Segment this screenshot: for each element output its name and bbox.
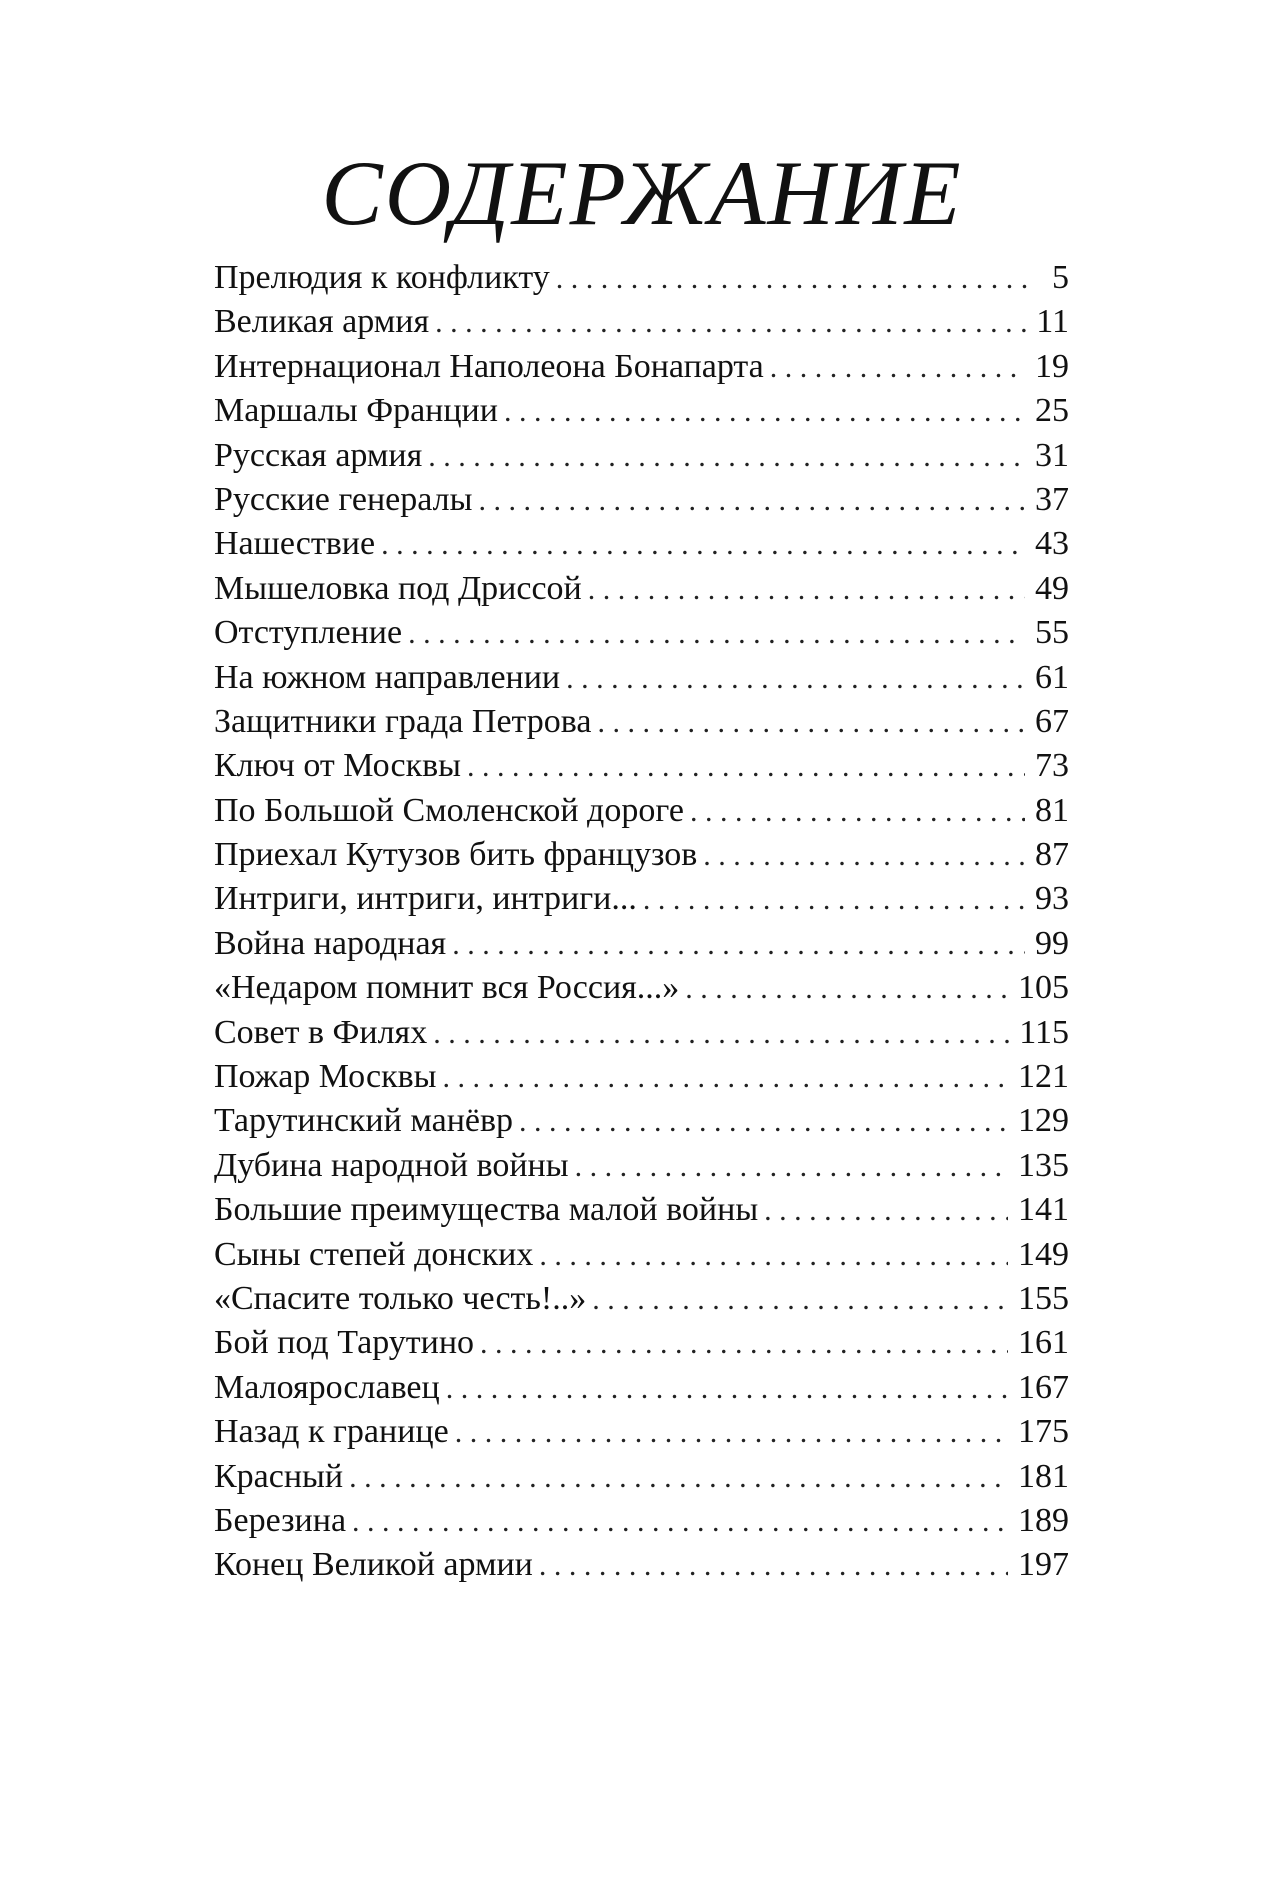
dot-leader: [478, 479, 1025, 523]
toc-entry-title: Нашествие: [214, 525, 376, 563]
toc-entry: [214, 833, 1069, 877]
toc-entry-page-number: 161: [1018, 1324, 1069, 1362]
toc-entry-page-number: 197: [1018, 1546, 1069, 1584]
toc-entry: [214, 1011, 1069, 1055]
toc-entry-title: Прелюдия к конфликту: [214, 259, 550, 296]
toc-entry: [214, 1455, 1069, 1499]
toc-entry: [214, 656, 1069, 700]
dot-leader: [539, 1234, 1008, 1278]
toc-entry: [214, 1543, 1069, 1587]
toc-entry: [214, 789, 1069, 833]
dot-leader: [556, 257, 1029, 301]
toc-entry-page-number: 5: [1052, 259, 1069, 296]
dot-leader: [519, 1100, 1008, 1144]
dot-leader: [433, 1012, 1009, 1056]
toc-entry-title: Конец Великой армии: [214, 1546, 533, 1584]
toc-entry-title: «Недаром помнит вся Россия...»: [214, 969, 680, 1007]
toc-entry-title: На южном направлении: [214, 658, 561, 696]
dot-leader: [452, 923, 1025, 967]
dot-leader: [408, 612, 1025, 656]
toc-entry: [214, 1277, 1069, 1321]
toc-entry-page-number: 181: [1018, 1457, 1069, 1495]
toc-entry-page-number: 129: [1018, 1102, 1069, 1140]
toc-entry-page-number: 81: [1035, 791, 1069, 829]
toc-entry-page-number: 31: [1035, 436, 1069, 474]
toc-entry: [214, 256, 1069, 300]
dot-leader: [539, 1544, 1008, 1588]
toc-entry: [214, 567, 1069, 611]
dot-leader: [575, 1145, 1008, 1189]
dot-leader: [467, 745, 1025, 789]
table-of-contents: [214, 256, 1069, 1588]
toc-entry: [214, 1366, 1069, 1410]
toc-entry: [214, 744, 1069, 788]
toc-entry-page-number: 115: [1019, 1013, 1069, 1051]
toc-entry-page-number: 43: [1035, 525, 1069, 563]
toc-entry-page-number: 135: [1018, 1146, 1069, 1184]
toc-entry-page-number: 49: [1035, 569, 1069, 607]
toc-entry-title: Великая армия: [214, 303, 430, 341]
dot-leader: [770, 346, 1025, 390]
toc-entry-title: Интриги, интриги, интриги...: [214, 880, 637, 918]
toc-entry-page-number: 121: [1018, 1058, 1069, 1096]
toc-entry-title: Ключ от Москвы: [214, 747, 461, 785]
toc-entry-title: Русская армия: [214, 436, 423, 474]
toc-entry-title: «Спасите только честь!..»: [214, 1279, 587, 1317]
toc-entry-page-number: 99: [1035, 924, 1069, 962]
toc-entry-title: Пожар Москвы: [214, 1058, 437, 1096]
toc-entry-page-number: 19: [1035, 347, 1069, 385]
dot-leader: [349, 1456, 1008, 1500]
toc-entry: [214, 611, 1069, 655]
toc-entry-page-number: 167: [1018, 1368, 1069, 1406]
toc-entry-page-number: 55: [1035, 614, 1069, 652]
toc-entry-title: Приехал Кутузов бить французов: [214, 836, 698, 874]
dot-leader: [764, 1189, 1008, 1233]
toc-entry-page-number: 25: [1035, 392, 1069, 430]
toc-entry-title: Сыны степей донских: [214, 1235, 534, 1273]
toc-entry-title: Маршалы Франции: [214, 392, 498, 430]
dot-leader: [428, 435, 1025, 479]
toc-entry: [214, 700, 1069, 744]
toc-entry-title: Совет в Филях: [214, 1013, 428, 1051]
toc-entry-page-number: 37: [1035, 480, 1069, 518]
toc-entry: [214, 389, 1069, 433]
toc-entry: [214, 1499, 1069, 1543]
toc-entry-page-number: 93: [1035, 880, 1069, 918]
toc-entry-title: Малоярославец: [214, 1368, 440, 1406]
toc-entry-title: Назад к границе: [214, 1413, 449, 1451]
toc-entry: [214, 1410, 1069, 1454]
toc-entry-page-number: 61: [1035, 658, 1069, 696]
toc-entry-page-number: 189: [1018, 1501, 1069, 1539]
dot-leader: [685, 967, 1008, 1011]
toc-entry-title: По Большой Смоленской дороге: [214, 791, 684, 829]
toc-entry-page-number: 149: [1018, 1235, 1069, 1273]
toc-entry: [214, 478, 1069, 522]
dot-leader: [480, 1322, 1008, 1366]
dot-leader: [381, 523, 1025, 567]
dot-leader: [703, 834, 1025, 878]
toc-entry-title: Интернационал Наполеона Бонапарта: [214, 347, 764, 385]
dot-leader: [690, 790, 1025, 834]
toc-entry: [214, 345, 1069, 389]
toc-entry-title: Отступление: [214, 614, 403, 652]
dot-leader: [566, 657, 1025, 701]
toc-entry-title: Красный: [214, 1457, 344, 1495]
toc-entry: [214, 300, 1069, 344]
toc-entry: [214, 1144, 1069, 1188]
toc-entry-page-number: 175: [1018, 1413, 1069, 1451]
toc-entry-page-number: 141: [1018, 1191, 1069, 1229]
toc-entry: [214, 1233, 1069, 1277]
toc-entry: [214, 966, 1069, 1010]
toc-entry: [214, 1055, 1069, 1099]
toc-entry-title: Дубина народной войны: [214, 1146, 569, 1184]
toc-entry-title: Защитники града Петрова: [214, 702, 592, 740]
page-title: СОДЕРЖАНИЕ: [321, 142, 963, 244]
dot-leader: [455, 1411, 1008, 1455]
dot-leader: [588, 568, 1025, 612]
toc-entry: [214, 922, 1069, 966]
toc-entry-page-number: 155: [1018, 1279, 1069, 1317]
toc-entry-page-number: 87: [1035, 836, 1069, 874]
dot-leader: [435, 301, 1026, 345]
dot-leader: [443, 1056, 1008, 1100]
dot-leader: [592, 1278, 1008, 1322]
toc-entry: [214, 1099, 1069, 1143]
toc-entry: [214, 877, 1069, 921]
toc-entry-title: Березина: [214, 1501, 347, 1539]
toc-entry-title: Русские генералы: [214, 480, 473, 518]
toc-entry-title: Тарутинский манёвр: [214, 1102, 514, 1140]
dot-leader: [643, 878, 1025, 922]
toc-entry-page-number: 11: [1036, 303, 1069, 341]
dot-leader: [446, 1367, 1008, 1411]
toc-entry-title: Война народная: [214, 924, 447, 962]
toc-entry-page-number: 105: [1018, 969, 1069, 1007]
dot-leader: [504, 390, 1025, 434]
dot-leader: [598, 701, 1025, 745]
toc-entry-title: Бой под Тарутино: [214, 1324, 475, 1362]
toc-entry: [214, 1321, 1069, 1365]
toc-entry-title: Большие преимущества малой войны: [214, 1191, 759, 1229]
toc-entry-page-number: 67: [1035, 702, 1069, 740]
toc-entry-title: Мышеловка под Дриссой: [214, 569, 582, 607]
toc-entry: [214, 1188, 1069, 1232]
toc-entry-page-number: 73: [1035, 747, 1069, 785]
toc-entry: [214, 522, 1069, 566]
toc-entry: [214, 434, 1069, 478]
dot-leader: [352, 1500, 1008, 1544]
